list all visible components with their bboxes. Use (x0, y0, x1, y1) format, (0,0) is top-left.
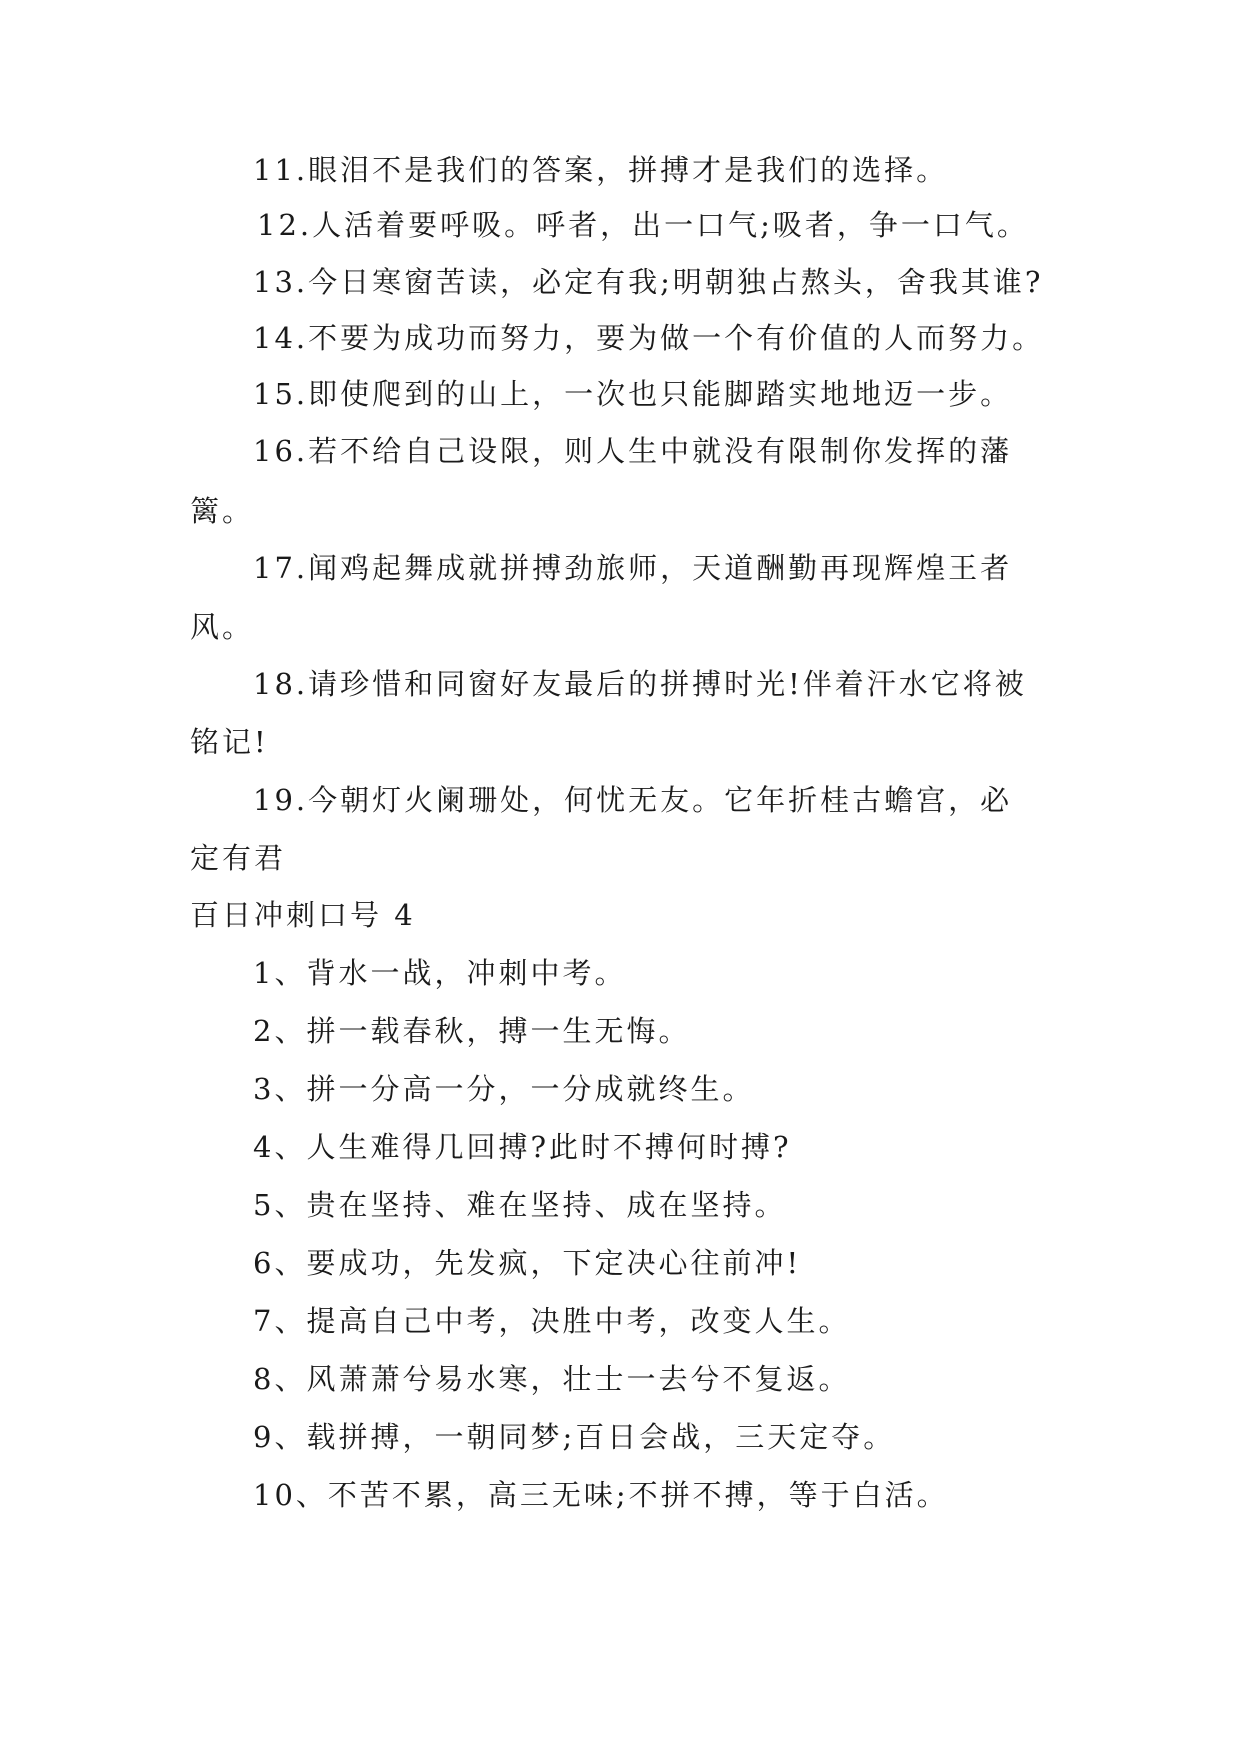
slogan-item: 7、提高自己中考，决胜中考，改变人生。 (253, 1304, 851, 1338)
slogan-line-continuation: 风。 (190, 610, 255, 644)
slogan-line: 13.今日寒窗苦读，必定有我;明朝独占熬头，舍我其谁? (253, 265, 1044, 299)
slogan-line: 16.若不给自己设限，则人生中就没有限制你发挥的藩 (253, 434, 1013, 468)
slogan-item: 5、贵在坚持、难在坚持、成在坚持。 (253, 1188, 787, 1222)
slogan-item: 4、人生难得几回搏?此时不搏何时搏? (253, 1130, 792, 1164)
slogan-line: 18.请珍惜和同窗好友最后的拼搏时光!伴着汗水它将被 (253, 667, 1027, 701)
slogan-item: 9、载拼搏，一朝同梦;百日会战，三天定夺。 (253, 1420, 896, 1454)
slogan-line-continuation: 铭记! (190, 725, 269, 759)
slogan-line: 11.眼泪不是我们的答案，拼搏才是我们的选择。 (253, 153, 949, 187)
slogan-item: 1、背水一战，冲刺中考。 (253, 956, 627, 990)
slogan-line: 19.今朝灯火阑珊处，何忧无友。它年折桂古蟾宫，必 (253, 783, 1013, 817)
slogan-line: 17.闻鸡起舞成就拼搏劲旅师，天道酬勤再现辉煌王者 (253, 551, 1013, 585)
slogan-item: 8、风萧萧兮易水寒，壮士一去兮不复返。 (253, 1362, 851, 1396)
slogan-line: 14.不要为成功而努力，要为做一个有价值的人而努力。 (253, 321, 1045, 355)
slogan-item: 2、拼一载春秋，搏一生无悔。 (253, 1014, 691, 1048)
slogan-item: 10、不苦不累，高三无味;不拼不搏，等于白活。 (253, 1478, 949, 1512)
slogan-line: 12.人活着要呼吸。呼者，出一口气;吸者，争一口气。 (257, 208, 1029, 242)
slogan-line-continuation: 定有君 (190, 841, 287, 875)
section-title: 百日冲刺口号 4 (190, 898, 416, 932)
slogan-item: 6、要成功，先发疯，下定决心往前冲! (253, 1246, 802, 1280)
slogan-line-continuation: 篱。 (190, 494, 255, 528)
slogan-line: 15.即使爬到的山上，一次也只能脚踏实地地迈一步。 (253, 377, 1013, 411)
slogan-item: 3、拼一分高一分，一分成就终生。 (253, 1072, 755, 1106)
